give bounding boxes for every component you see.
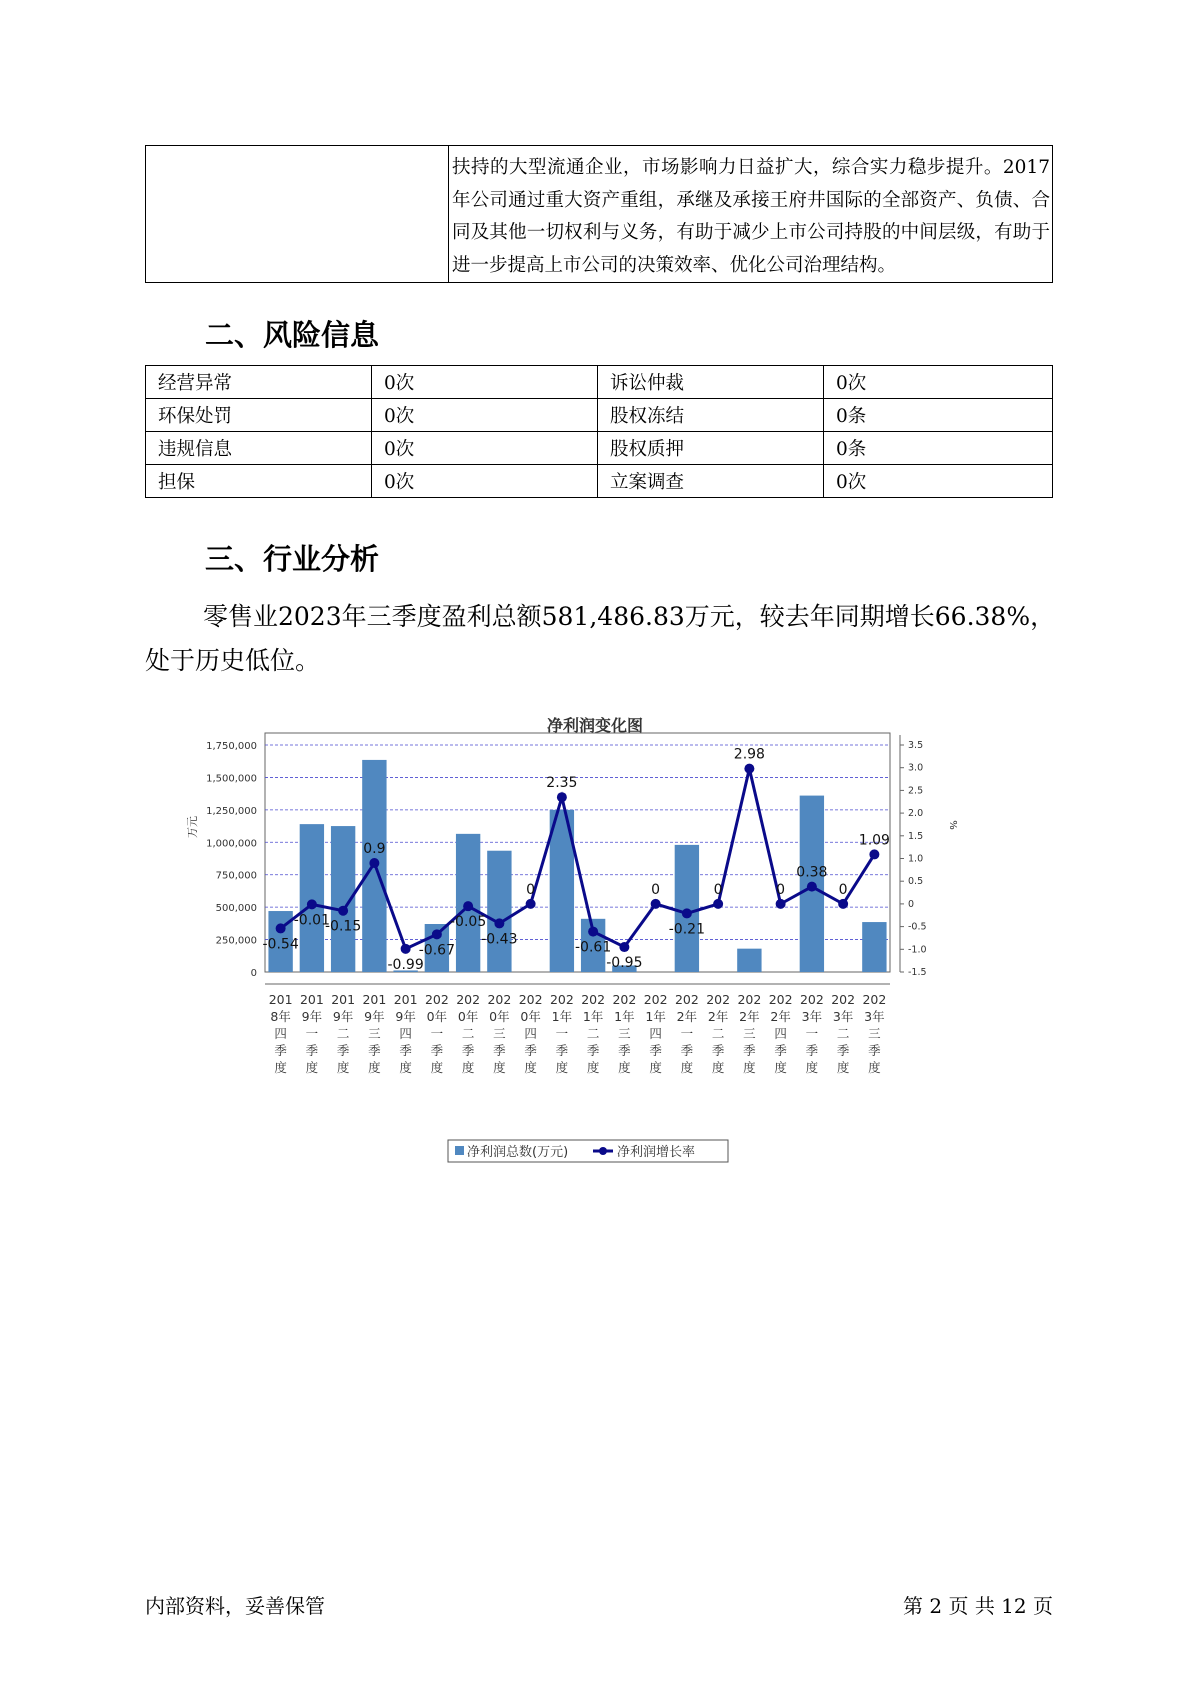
risk-section-title: 二、风险信息 xyxy=(205,318,380,352)
y-right-tick-label: 0.5 xyxy=(908,876,924,888)
y-right-tick-label: -0.5 xyxy=(908,921,927,933)
x-tick-label: 202 1年三季度 xyxy=(612,992,637,1075)
legend-line-marker xyxy=(599,1147,607,1155)
risk-label: 经营异常 xyxy=(146,366,372,399)
chart-legend xyxy=(448,1140,728,1162)
risk-value: 0条 xyxy=(824,399,1053,432)
risk-row xyxy=(146,465,1053,498)
bar xyxy=(300,824,324,972)
growth-point xyxy=(557,792,567,802)
growth-point xyxy=(744,764,754,774)
legend-bar-swatch xyxy=(455,1146,464,1155)
risk-label: 股权冻结 xyxy=(598,399,824,432)
growth-point xyxy=(494,918,504,928)
industry-paragraph-text: 零售业2023年三季度盈利总额581,486.83万元，较去年同期增长66.38%，处于历史低位。 xyxy=(145,602,1056,675)
risk-value: 0次 xyxy=(372,366,598,399)
data-label: 0 xyxy=(713,881,723,898)
bar xyxy=(862,922,886,972)
data-label: -0.43 xyxy=(481,931,518,948)
net-profit-chart xyxy=(180,705,980,1175)
growth-point xyxy=(651,899,661,909)
x-tick-label: 202 3年二季度 xyxy=(831,992,856,1075)
y-right-tick-label: -1.0 xyxy=(908,944,927,956)
y-right-axis-label: % xyxy=(947,820,958,830)
industry-paragraph xyxy=(145,595,1075,683)
growth-point xyxy=(369,858,379,868)
x-tick-label: 202 2年四季度 xyxy=(768,992,793,1075)
risk-label: 违规信息 xyxy=(146,432,372,465)
data-label: 0 xyxy=(838,881,848,898)
y-right-tick-label: 1.5 xyxy=(908,830,924,842)
page-number: 第 2 页 共 12 页 xyxy=(903,1594,1053,1618)
data-label: 0.38 xyxy=(796,864,828,881)
x-tick-label: 202 3年一季度 xyxy=(799,992,824,1075)
data-label: -0.99 xyxy=(387,956,424,973)
data-label: -0.61 xyxy=(575,939,612,956)
growth-point xyxy=(776,899,786,909)
y-left-tick-label: 1,750,000 xyxy=(206,741,257,752)
risk-label: 立案调查 xyxy=(598,465,824,498)
legend-line-label: 净利润增长率 xyxy=(617,1145,696,1160)
risk-label: 诉讼仲裁 xyxy=(598,366,824,399)
chart-grid xyxy=(262,733,890,972)
growth-point xyxy=(619,942,629,952)
chart-title: 净利润变化图 xyxy=(546,716,644,735)
risk-row xyxy=(146,399,1053,432)
growth-point xyxy=(713,899,723,909)
y-left-tick-label: 1,500,000 xyxy=(206,773,257,785)
growth-point xyxy=(526,899,536,909)
risk-row xyxy=(146,366,1053,399)
growth-point xyxy=(682,908,692,918)
risk-value: 0次 xyxy=(372,432,598,465)
y-right-tick-label: 2.5 xyxy=(908,785,924,797)
x-tick-label: 202 0年四季度 xyxy=(518,992,543,1075)
x-tick-label: 202 1年一季度 xyxy=(549,992,574,1075)
growth-point xyxy=(588,927,598,937)
data-label: 0 xyxy=(776,881,786,898)
risk-row xyxy=(146,432,1053,465)
risk-value: 0次 xyxy=(372,465,598,498)
x-tick-label: 202 0年二季度 xyxy=(456,992,481,1075)
y-left-tick-label: 1,250,000 xyxy=(206,805,257,817)
growth-point xyxy=(463,901,473,911)
y-right-tick-label: 1.0 xyxy=(908,853,924,865)
x-tick-label: 202 1年二季度 xyxy=(581,992,606,1075)
y-left-tick-label: 0 xyxy=(250,968,257,979)
y-right-tick-label: -1.5 xyxy=(908,967,927,978)
x-tick-label: 202 3年三季度 xyxy=(862,992,887,1075)
bar xyxy=(487,851,511,972)
bar xyxy=(737,949,761,972)
risk-label: 环保处罚 xyxy=(146,399,372,432)
x-tick-label: 201 9年二季度 xyxy=(331,992,356,1075)
y-right-tick-label: 0 xyxy=(908,898,915,910)
x-tick-label: 202 0年一季度 xyxy=(424,992,449,1075)
company-intro-table xyxy=(145,145,1053,283)
y-left-tick-label: 1,000,000 xyxy=(206,838,257,850)
x-tick-label: 201 8年四季度 xyxy=(268,992,293,1075)
risk-value: 0次 xyxy=(372,399,598,432)
data-label: -0.05 xyxy=(450,914,487,931)
data-label: 2.98 xyxy=(733,746,765,763)
plot-frame xyxy=(262,733,890,972)
data-label: 0.9 xyxy=(363,841,386,858)
y-right-tick-label: 3.0 xyxy=(908,762,924,774)
data-label: -0.67 xyxy=(418,942,455,959)
x-tick-label: 202 0年三季度 xyxy=(487,992,512,1075)
growth-point xyxy=(838,899,848,909)
data-label: -0.54 xyxy=(262,936,299,953)
risk-label: 担保 xyxy=(146,465,372,498)
data-label: 2.35 xyxy=(546,775,578,792)
x-tick-label: 201 9年一季度 xyxy=(299,992,324,1075)
line-series xyxy=(263,747,890,973)
y-left-tick-label: 500,000 xyxy=(215,903,257,915)
growth-point xyxy=(807,882,817,892)
x-tick-label: 202 2年三季度 xyxy=(737,992,762,1075)
risk-table xyxy=(145,365,1053,498)
risk-value: 0条 xyxy=(824,432,1053,465)
footer-notice: 内部资料，妥善保管 xyxy=(145,1594,325,1618)
growth-point xyxy=(276,923,286,933)
data-label: -0.15 xyxy=(325,918,362,935)
y-right-tick-label: 3.5 xyxy=(908,740,924,751)
data-label: -0.01 xyxy=(293,912,330,929)
data-label: 0 xyxy=(526,881,536,898)
data-label: 1.09 xyxy=(858,832,890,849)
growth-point xyxy=(338,906,348,916)
y-right-tick-label: 2.0 xyxy=(908,808,924,820)
legend-bar-label: 净利润总数(万元) xyxy=(467,1145,569,1160)
y-left-axis-label: 万元 xyxy=(186,816,199,838)
y-left-tick-label: 750,000 xyxy=(215,870,257,882)
data-label: -0.95 xyxy=(606,955,643,972)
x-tick-label: 201 9年三季度 xyxy=(362,992,387,1075)
data-label: 0 xyxy=(651,881,661,898)
risk-value: 0次 xyxy=(824,366,1053,399)
intro-empty-cell xyxy=(146,146,449,283)
industry-section-title: 三、行业分析 xyxy=(205,542,380,576)
risk-label: 股权质押 xyxy=(598,432,824,465)
risk-value: 0次 xyxy=(824,465,1053,498)
x-tick-label: 202 2年二季度 xyxy=(706,992,731,1075)
data-label: -0.21 xyxy=(668,921,705,938)
intro-text: 扶持的大型流通企业，市场影响力日益扩大，综合实力稳步提升。2017年公司通过重大资产重组，承继及承接王府井国际的全部资产、负债、合同及其他一切权利与义务，有助于减少上市公司持股的中间层级，有助于进一步提高上市公司的决策效率、优化公司治理结构。 xyxy=(449,146,1053,283)
growth-point xyxy=(401,944,411,954)
growth-point xyxy=(432,929,442,939)
growth-point xyxy=(307,899,317,909)
growth-point xyxy=(869,849,879,859)
x-tick-label: 202 2年一季度 xyxy=(674,992,699,1075)
x-tick-label: 202 1年四季度 xyxy=(643,992,668,1075)
y-left-tick-label: 250,000 xyxy=(215,935,257,947)
x-tick-label: 201 9年四季度 xyxy=(393,992,418,1075)
